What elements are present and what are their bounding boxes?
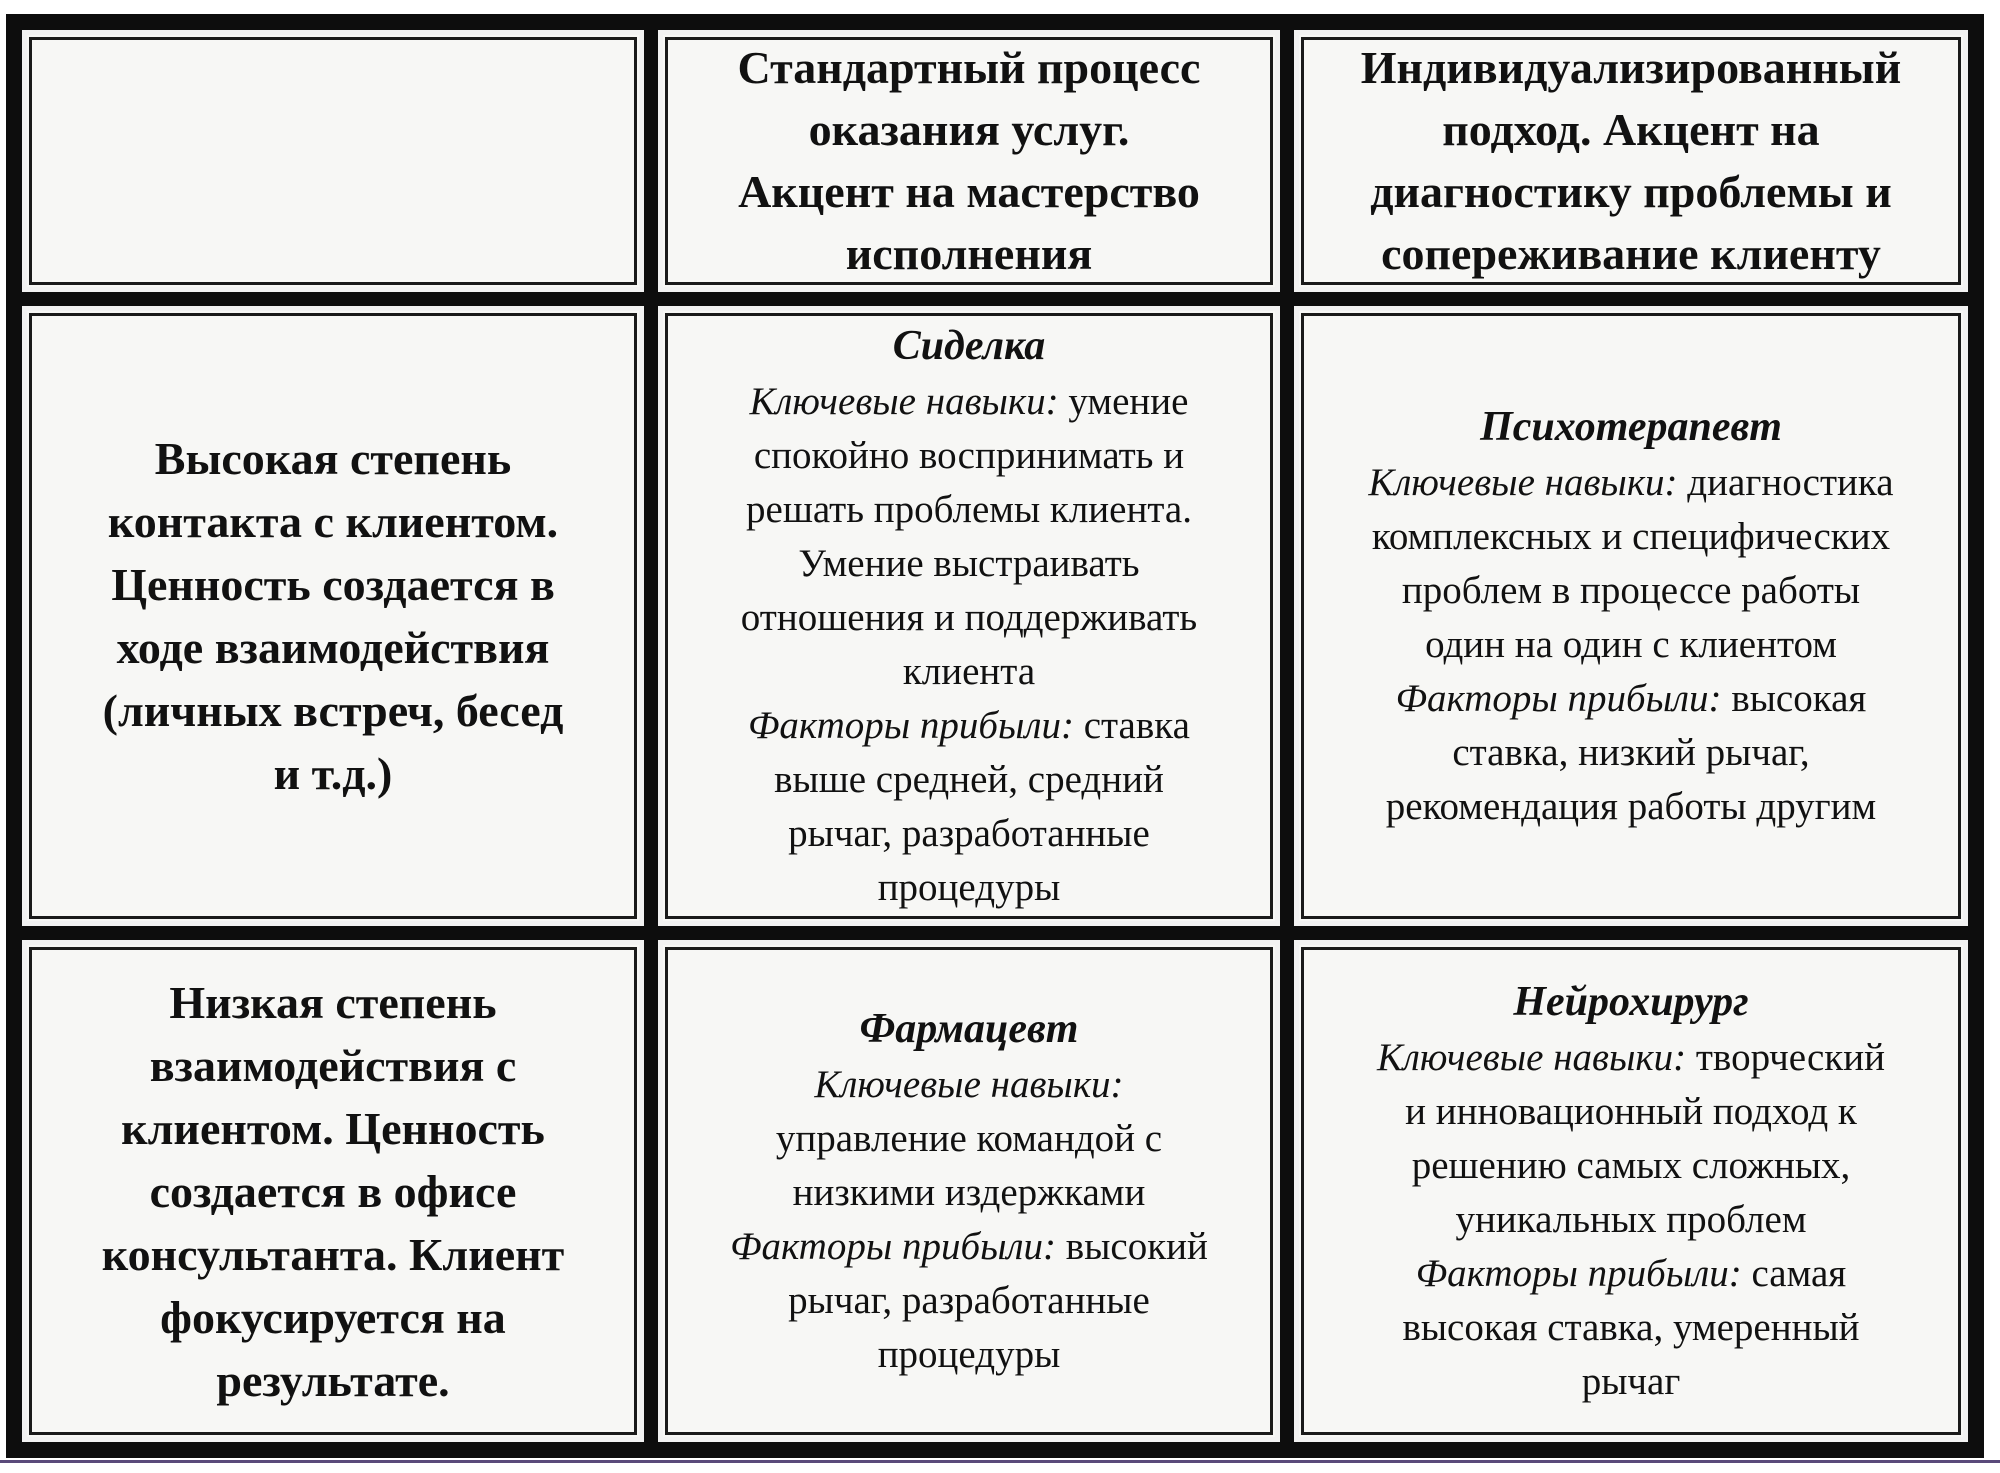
skills-label: Ключевые навыки: bbox=[1377, 1036, 1687, 1079]
header-empty-cell bbox=[22, 30, 644, 292]
role-title: Нейрохирург bbox=[1513, 979, 1749, 1025]
profit-first: ставка bbox=[1073, 704, 1190, 747]
cell-psychotherapist-content bbox=[1368, 398, 1893, 834]
header-individual-text: Индивидуализированный подход. Акцент на диагностику проблемы и сопереживание клиенту bbox=[1360, 42, 1902, 279]
cell-psychotherapist bbox=[1294, 306, 1968, 926]
cell-nurse bbox=[658, 306, 1280, 926]
profit-line bbox=[741, 699, 1197, 753]
text-line: решению самых сложных, bbox=[1411, 1144, 1851, 1187]
cell-neurosurgeon-content bbox=[1377, 973, 1885, 1409]
skills-label: Ключевые навыки: bbox=[1368, 461, 1678, 504]
text-line: спокойно воспринимать и bbox=[753, 434, 1185, 477]
profit-label: Факторы прибыли: bbox=[1395, 677, 1722, 720]
text-line: рычаг, разработанные bbox=[788, 1279, 1150, 1322]
skills-line bbox=[1377, 1031, 1885, 1085]
text-line: ставка, низкий рычаг, bbox=[1452, 731, 1810, 774]
profit-first: высокий bbox=[1056, 1225, 1208, 1268]
skills-first: творческий bbox=[1686, 1036, 1885, 1079]
matrix-grid bbox=[22, 30, 1968, 1442]
role-title: Фармацевт bbox=[859, 1006, 1079, 1052]
profit-first: высокая bbox=[1721, 677, 1867, 720]
text-line: Умение выстраивать bbox=[798, 542, 1140, 585]
cell-pharmacist bbox=[658, 940, 1280, 1442]
text-line: клиента bbox=[902, 650, 1036, 693]
profit-line bbox=[1368, 672, 1893, 726]
skills-label: Ключевые навыки: bbox=[814, 1063, 1124, 1106]
profit-line bbox=[730, 1220, 1208, 1274]
header-standard-text: Стандартный процесс оказания услуг. Акцент на мастерство исполнения bbox=[737, 42, 1201, 279]
row-low-contact-text: Низкая степень взаимодействия с клиентом. Ценность создается в офисе консультанта. Клиент фокусируется на результате. bbox=[101, 976, 565, 1406]
role-title: Сиделка bbox=[892, 323, 1046, 369]
header-individual-approach bbox=[1294, 30, 1968, 292]
matrix-table bbox=[6, 14, 1984, 1458]
text-line: управление командой с bbox=[775, 1117, 1163, 1160]
text-line: высокая ставка, умеренный bbox=[1402, 1306, 1860, 1349]
skills-first: умение bbox=[1058, 380, 1189, 423]
row-low-contact-label bbox=[22, 940, 644, 1442]
text-line: комплексных и специфических bbox=[1371, 515, 1891, 558]
text-line: процедуры bbox=[877, 1333, 1061, 1376]
text-line: выше средней, средний bbox=[774, 758, 1164, 801]
text-line: рычаг bbox=[1581, 1360, 1681, 1403]
text-line: низкими издержками bbox=[792, 1171, 1146, 1214]
text-line: один на один с клиентом bbox=[1425, 623, 1837, 666]
cell-neurosurgeon bbox=[1294, 940, 1968, 1442]
bottom-divider bbox=[0, 1460, 2000, 1463]
text-line: уникальных проблем bbox=[1455, 1198, 1807, 1241]
text-line: рекомендация работы другим bbox=[1385, 785, 1877, 828]
skills-label: Ключевые навыки: bbox=[749, 380, 1059, 423]
header-standard-process bbox=[658, 30, 1280, 292]
text-line: рычаг, разработанные bbox=[788, 812, 1150, 855]
skills-line bbox=[730, 1058, 1208, 1112]
cell-nurse-content bbox=[741, 317, 1197, 915]
cell-pharmacist-content bbox=[730, 1000, 1208, 1382]
profit-label: Факторы прибыли: bbox=[748, 704, 1074, 747]
skills-first: диагностика bbox=[1677, 461, 1894, 504]
row-high-contact-text: Высокая степень контакта с клиентом. Ценность создается в ходе взаимодействия (личных встреч, бесед и т.д.) bbox=[102, 433, 564, 799]
profit-line bbox=[1377, 1247, 1885, 1301]
text-line: и инновационный подход к bbox=[1405, 1090, 1857, 1133]
row-high-contact-label bbox=[22, 306, 644, 926]
skills-line bbox=[741, 375, 1197, 429]
profit-label: Факторы прибыли: bbox=[730, 1225, 1057, 1268]
text-line: отношения и поддерживать bbox=[740, 596, 1198, 639]
profit-first: самая bbox=[1741, 1252, 1847, 1295]
role-title: Психотерапевт bbox=[1480, 404, 1782, 450]
text-line: решать проблемы клиента. bbox=[746, 488, 1192, 531]
profit-label: Факторы прибыли: bbox=[1415, 1252, 1742, 1295]
skills-line bbox=[1368, 456, 1893, 510]
text-line: проблем в процессе работы bbox=[1401, 569, 1861, 612]
text-line: процедуры bbox=[877, 866, 1061, 909]
